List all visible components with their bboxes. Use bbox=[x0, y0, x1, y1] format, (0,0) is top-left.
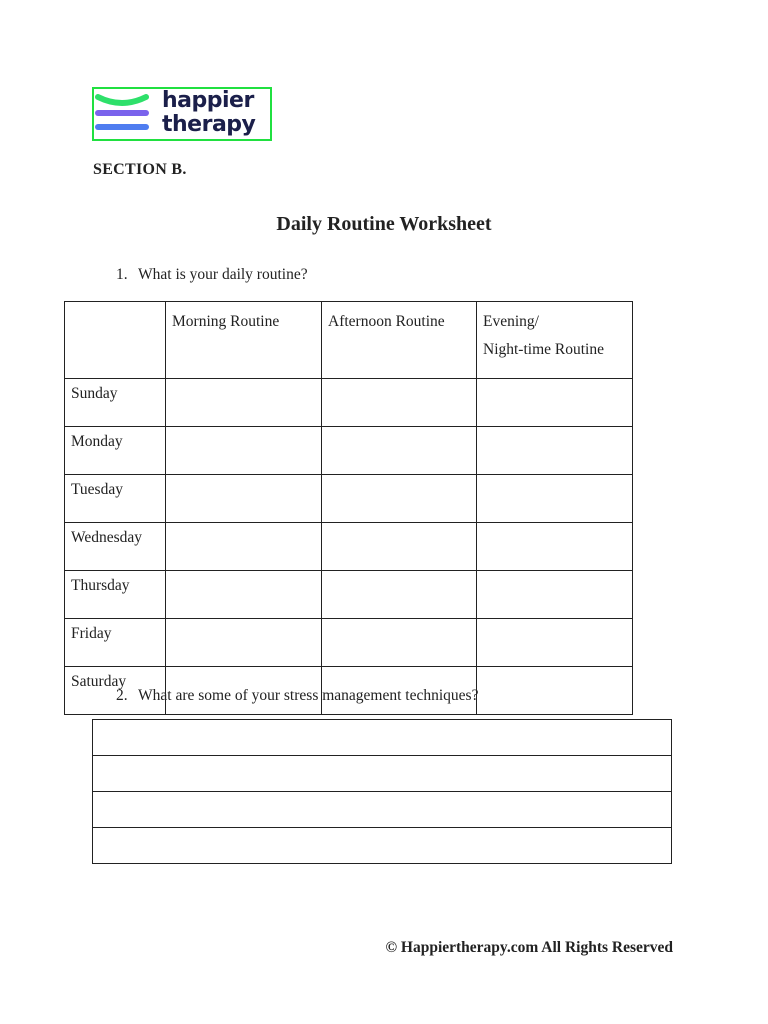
happier-therapy-logo bbox=[92, 87, 272, 141]
answer-line[interactable] bbox=[93, 828, 672, 864]
answer-row bbox=[93, 828, 672, 864]
question-1 bbox=[116, 266, 308, 284]
header-evening-line1: Evening/ bbox=[483, 313, 539, 330]
question-1-number: 1. bbox=[116, 266, 128, 283]
evening-cell[interactable] bbox=[477, 523, 633, 571]
question-2-number: 2. bbox=[116, 687, 128, 704]
question-1-text: What is your daily routine? bbox=[138, 266, 308, 283]
question-2-text: What are some of your stress management techniques? bbox=[138, 687, 479, 704]
table-row bbox=[65, 571, 633, 619]
day-label: Friday bbox=[65, 619, 166, 667]
morning-cell[interactable] bbox=[166, 571, 322, 619]
header-morning: Morning Routine bbox=[166, 302, 322, 379]
page-title: Daily Routine Worksheet bbox=[276, 213, 492, 235]
logo-line1: happier bbox=[162, 88, 254, 113]
header-blank bbox=[65, 302, 166, 379]
morning-cell[interactable] bbox=[166, 475, 322, 523]
logo-text bbox=[162, 89, 255, 137]
day-label: Wednesday bbox=[65, 523, 166, 571]
afternoon-cell[interactable] bbox=[322, 619, 477, 667]
header-afternoon: Afternoon Routine bbox=[322, 302, 477, 379]
answer-line[interactable] bbox=[93, 720, 672, 756]
evening-cell[interactable] bbox=[477, 379, 633, 427]
copyright-footer: © Happiertherapy.com All Rights Reserved bbox=[385, 939, 673, 956]
afternoon-cell[interactable] bbox=[322, 523, 477, 571]
day-label: Thursday bbox=[65, 571, 166, 619]
routine-table bbox=[64, 301, 633, 715]
question-2 bbox=[116, 687, 478, 705]
logo-line2: therapy bbox=[162, 112, 256, 137]
afternoon-cell[interactable] bbox=[322, 379, 477, 427]
evening-cell[interactable] bbox=[477, 619, 633, 667]
header-evening bbox=[477, 302, 633, 379]
answer-row bbox=[93, 792, 672, 828]
evening-cell[interactable] bbox=[477, 667, 633, 715]
table-row bbox=[65, 427, 633, 475]
stress-techniques-table bbox=[92, 719, 672, 864]
day-label: Saturday bbox=[65, 667, 166, 715]
evening-cell[interactable] bbox=[477, 475, 633, 523]
header-evening-line2: Night-time Routine bbox=[483, 341, 604, 358]
morning-cell[interactable] bbox=[166, 523, 322, 571]
section-label: SECTION B. bbox=[93, 161, 187, 178]
table-row bbox=[65, 619, 633, 667]
answer-line[interactable] bbox=[93, 792, 672, 828]
afternoon-cell[interactable] bbox=[322, 427, 477, 475]
afternoon-cell[interactable] bbox=[322, 475, 477, 523]
afternoon-cell[interactable] bbox=[322, 571, 477, 619]
day-label: Sunday bbox=[65, 379, 166, 427]
day-label: Monday bbox=[65, 427, 166, 475]
table-row bbox=[65, 475, 633, 523]
answer-row bbox=[93, 756, 672, 792]
morning-cell[interactable] bbox=[166, 619, 322, 667]
table-row bbox=[65, 379, 633, 427]
evening-cell[interactable] bbox=[477, 427, 633, 475]
day-label: Tuesday bbox=[65, 475, 166, 523]
morning-cell[interactable] bbox=[166, 427, 322, 475]
evening-cell[interactable] bbox=[477, 571, 633, 619]
routine-header-row bbox=[65, 302, 633, 379]
answer-row bbox=[93, 720, 672, 756]
table-row bbox=[65, 523, 633, 571]
answer-line[interactable] bbox=[93, 756, 672, 792]
logo-stripes-icon bbox=[94, 89, 154, 139]
morning-cell[interactable] bbox=[166, 379, 322, 427]
